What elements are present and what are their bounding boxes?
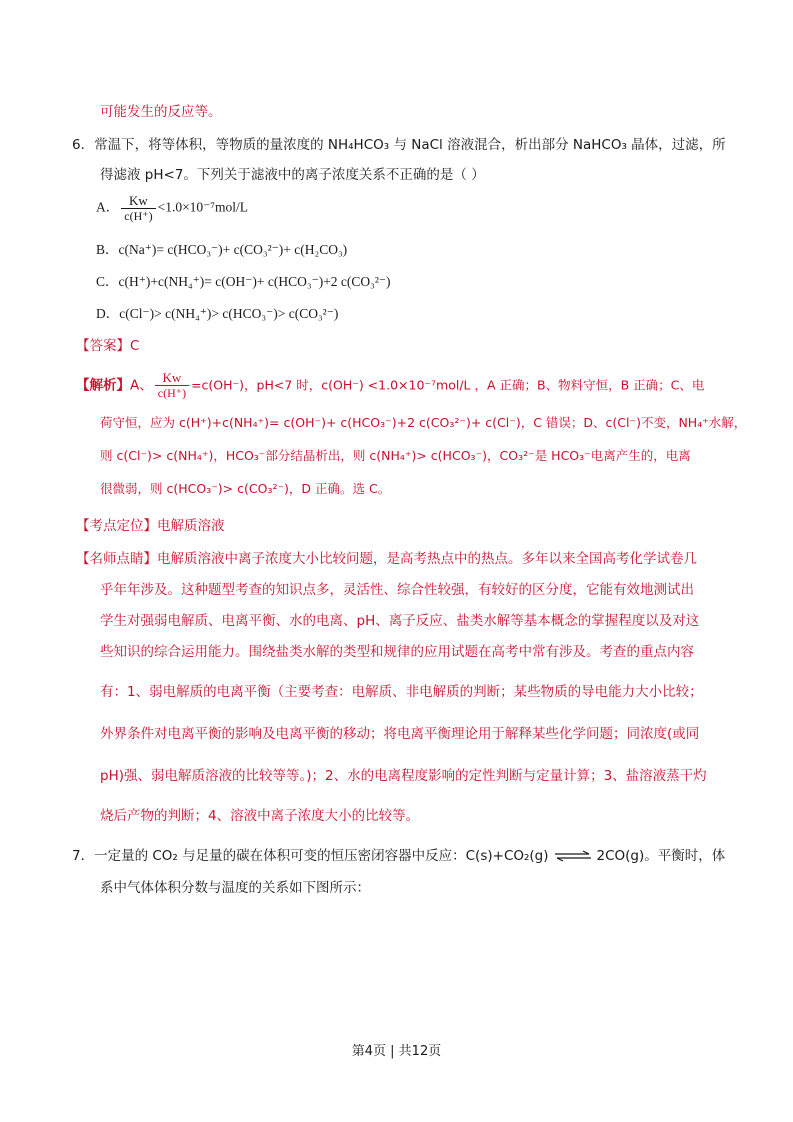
analysis-line-1 bbox=[76, 370, 704, 401]
analysis-line-2: 荷守恒，应为 c(H⁺)+c(NH₄⁺)= c(OH⁻)+ c(HCO₃⁻)+2 c(CO₃²⁻)+ c(Cl⁻)，C 错误；D、c(Cl⁻)不变，NH₄⁺水解， bbox=[100, 415, 747, 430]
mingshi-line-8: 烧后产物的判断；4、溶液中离子浓度大小的比较等。 bbox=[100, 808, 420, 824]
q6-option-b: B．c(Na⁺)= c(HCO₃⁻)+ c(CO₃²⁻)+ c(H₂CO₃) bbox=[96, 242, 348, 257]
mingshi-label: 【名师点睛】 bbox=[76, 551, 157, 567]
mingshi-line-1 bbox=[76, 547, 697, 567]
mingshi-line-6: 外界条件对电离平衡的影响及电离平衡的移动；将电离平衡理论用于解释某些化学问题；同浓度(或同 bbox=[100, 726, 700, 742]
mingshi-line-4: 些知识的综合运用能力。围绕盐类水解的类型和规律的应用试题在高考中常有涉及。考查的重点内容 bbox=[100, 644, 694, 660]
answer-value: C bbox=[130, 338, 140, 354]
equilibrium-arrow-icon bbox=[553, 850, 593, 862]
q6-option-a bbox=[96, 193, 248, 224]
mingshi-line-7: pH)强、弱电解质溶液的比较等等。)；2、水的电离程度影响的定性判断与定量计算；3、盐溶液蒸干灼 bbox=[100, 768, 707, 784]
mingshi-line-5: 有：1、弱电解质的电离平衡（主要考查：电解质、非电解质的判断；某些物质的导电能力大小比较； bbox=[100, 684, 703, 700]
answer-line bbox=[76, 334, 139, 354]
option-a-denominator: c(H⁺) bbox=[124, 209, 153, 223]
mingshi-text-1: 电解质溶液中离子浓度大小比较问题，是高考热点中的热点。多年以来全国高考化学试卷几 bbox=[157, 551, 697, 567]
analysis-fraction bbox=[155, 370, 189, 401]
q6-stem-line-2: 得滤液 pH<7。下列关于滤液中的离子浓度关系不正确的是（ ） bbox=[100, 167, 485, 183]
analysis-fraction-numerator: Kw bbox=[155, 370, 189, 386]
analysis-line-4: 很微弱，则 c(HCO₃⁻)> c(CO₃²⁻)，D 正确。选 C。 bbox=[100, 481, 391, 496]
mingshi-line-3: 学生对强弱电解质、电离平衡、水的电离、pH、离子反应、盐类水解等基本概念的掌握程度以及对这 bbox=[100, 613, 700, 629]
page-footer: 第4页 | 共12页 bbox=[351, 1044, 442, 1059]
q7-stem-line-1 bbox=[72, 844, 725, 864]
q7-stem-1a: 7．一定量的 CO₂ 与足量的碳在体积可变的恒压密闭容器中反应：C(s)+CO₂(g) bbox=[72, 848, 549, 864]
kaodian-value: 电解质溶液 bbox=[157, 518, 225, 534]
option-a-label: A． bbox=[96, 199, 120, 215]
analysis-line-1-head: A、 bbox=[130, 377, 153, 394]
q6-stem-line-1: 6．常温下，将等体积，等物质的量浓度的 NH₄HCO₃ 与 NaCl 溶液混合，析出部分 NaHCO₃ 晶体，过滤，所 bbox=[72, 137, 726, 153]
intro-line: 可能发生的反应等。 bbox=[100, 104, 222, 120]
answer-label: 【答案】 bbox=[76, 338, 130, 354]
q7-stem-1b: 2CO(g)。平衡时，体 bbox=[596, 848, 726, 864]
kaodian-label: 【考点定位】 bbox=[76, 518, 157, 534]
option-a-fraction bbox=[121, 193, 155, 224]
q7-stem-line-2: 系中气体体积分数与温度的关系如下图所示： bbox=[100, 880, 370, 896]
analysis-fraction-denominator: c(H⁺) bbox=[157, 386, 187, 400]
q6-option-c: C．c(H⁺)+c(NH₄⁺)= c(OH⁻)+ c(HCO₃⁻)+2 c(CO₃²⁻) bbox=[96, 274, 391, 289]
mingshi-line-2: 乎年年涉及。这种题型考查的知识点多，灵活性、综合性较强，有较好的区分度，它能有效地测试出 bbox=[100, 582, 694, 598]
analysis-label: 【解析】 bbox=[76, 377, 130, 394]
analysis-line-1-tail: =c(OH⁻)，pH<7 时，c(OH⁻) <1.0×10⁻⁷mol/L ，A 正确；B、物料守恒，B 正确；C、电 bbox=[191, 377, 705, 393]
option-a-tail: <1.0×10⁻⁷mol/L bbox=[157, 199, 249, 215]
option-a-numerator: Kw bbox=[121, 193, 155, 209]
q6-option-d: D．c(Cl⁻)> c(NH₄⁺)> c(HCO₃⁻)> c(CO₃²⁻) bbox=[96, 306, 339, 321]
kaodian-line bbox=[76, 514, 225, 534]
analysis-line-3: 则 c(Cl⁻)> c(NH₄⁺)，HCO₃⁻部分结晶析出，则 c(NH₄⁺)> c(HCO₃⁻)，CO₃²⁻是 HCO₃⁻电离产生的，电离 bbox=[100, 448, 691, 463]
